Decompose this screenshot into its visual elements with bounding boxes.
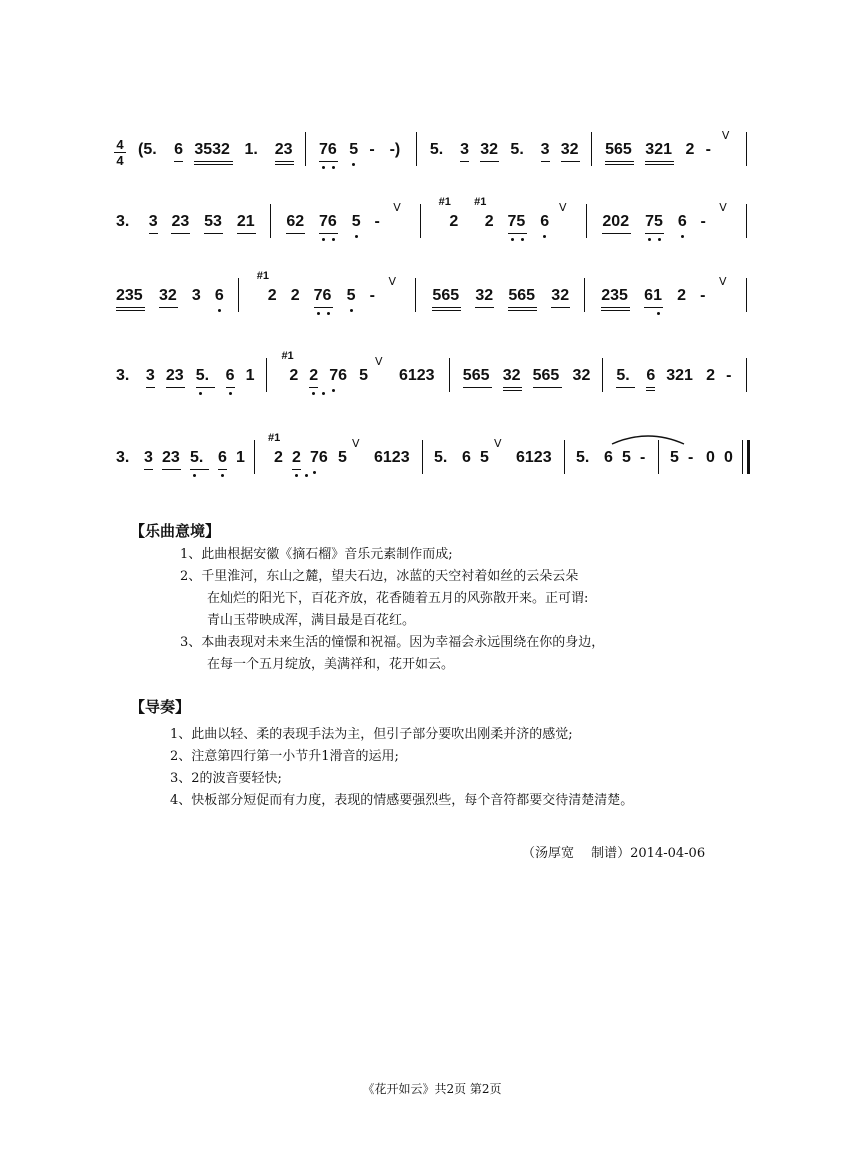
note-group: 3532: [194, 141, 230, 158]
note-group: 2: [706, 367, 716, 384]
note-group: 5: [359, 367, 369, 384]
note-group: 23: [162, 449, 180, 466]
note-group: 32: [480, 141, 499, 158]
note-group: 3: [460, 141, 469, 158]
note-group: 76: [310, 449, 328, 466]
breath-mark: V: [352, 437, 360, 450]
note-group: 6: [604, 449, 613, 466]
note-group: 6123: [516, 449, 552, 466]
note-group: 53: [204, 213, 222, 230]
note-group: (5.: [138, 141, 157, 158]
breath-mark: V: [558, 201, 567, 214]
breath-mark: V: [388, 275, 397, 288]
note-group: -: [640, 449, 646, 466]
grace-note: #1: [474, 196, 487, 208]
note-group: 32: [560, 141, 579, 158]
grace-note: #1: [281, 350, 294, 362]
note-group: 5: [338, 449, 347, 466]
note-group: 5.: [616, 367, 630, 384]
note-group: 565: [605, 141, 632, 158]
intro-line: 4、快板部分短促而有力度，表现的情感要强烈些，每个音符都要交待清楚清楚。: [170, 793, 634, 808]
note-group: 3.: [116, 367, 130, 384]
note-group: -: [705, 141, 711, 158]
note-group: 5: [346, 287, 356, 304]
note-group: 2: [449, 213, 459, 230]
note-group: 2: [267, 287, 277, 304]
note-group: 2: [290, 287, 300, 304]
breath-mark: V: [375, 355, 383, 368]
intro-line: 3、2的波音要轻快;: [170, 771, 282, 786]
note-group: 5.: [429, 141, 444, 158]
note-group: -: [369, 141, 375, 158]
mood-line: 1、此曲根据安徽《摘石榴》音乐元素制作而成;: [180, 547, 453, 562]
breath-mark: V: [719, 201, 727, 214]
intro-line: 2、注意第四行第一小节升1滑音的运用;: [170, 749, 399, 764]
note-group: 565: [508, 287, 536, 304]
note-group: 3: [540, 141, 550, 158]
intro-line: 1、此曲以轻、柔的表现手法为主，但引子部分要吹出刚柔并济的感觉;: [170, 727, 573, 742]
mood-line: 在每一个五月绽放，美满祥和，花开如云。: [207, 657, 455, 672]
note-group: 3: [148, 213, 158, 230]
breath-mark: V: [494, 437, 502, 450]
note-group: 6123: [398, 367, 435, 384]
note-group: 321: [666, 367, 693, 384]
note-group: 62: [286, 213, 305, 230]
note-group: 6: [677, 213, 687, 230]
time-signature-top: 4: [116, 137, 124, 152]
breath-mark: V: [393, 201, 401, 214]
note-group: 565: [532, 367, 560, 384]
note-group: 5.: [576, 449, 590, 466]
grace-note: #1: [256, 270, 270, 282]
note-group: 321: [645, 141, 672, 158]
time-signature-bottom: 4: [116, 153, 124, 168]
note-group: 6: [225, 367, 235, 384]
mood-line: 3、本曲表现对未来生活的憧憬和祝福。因为幸福会永远围绕在你的身边，: [180, 635, 605, 650]
note-group: 5.: [195, 367, 210, 384]
note-group: 76: [319, 213, 337, 230]
composer-credit: （汤厚宽 制谱）2014-04-06: [522, 846, 706, 861]
note-group: -: [369, 287, 375, 304]
note-group: -: [700, 287, 706, 304]
note-group: 6: [462, 449, 471, 466]
grace-note: #1: [438, 196, 451, 208]
mood-line: 2、千里淮河，东山之麓，望夫石边，冰蓝的天空衬着如丝的云朵云朵: [180, 569, 579, 584]
note-group: 5: [349, 141, 359, 158]
note-group: 32: [572, 367, 591, 384]
note-group: 3: [145, 367, 155, 384]
grace-note: #1: [268, 432, 281, 444]
note-group: 32: [475, 287, 494, 304]
note-group: 0: [706, 449, 715, 466]
note-group: 32: [502, 367, 521, 384]
mood-line: 青山玉带映成浑，满目最是百花红。: [207, 613, 416, 628]
note-group: -: [688, 449, 694, 466]
note-group: 1: [245, 367, 255, 384]
note-group: 76: [313, 287, 332, 304]
note-group: 5.: [510, 141, 524, 158]
note-group: -: [700, 213, 706, 230]
note-group: 5: [622, 449, 631, 466]
note-group: 75: [645, 213, 663, 230]
mood-line: 在灿烂的阳光下，百花齐放，花香随着五月的风弥散开来。正可谓:: [207, 591, 589, 606]
note-group: 5: [351, 213, 361, 230]
note-group: 235: [116, 287, 143, 304]
note-group: 32: [158, 287, 177, 304]
note-group: 6: [218, 449, 227, 466]
note-group: 5.: [434, 449, 448, 466]
note-group: 2: [274, 449, 283, 466]
tie-arc-layer: [0, 0, 864, 520]
note-group: 23: [274, 141, 293, 158]
note-group: 23: [171, 213, 190, 230]
note-group: 6123: [374, 449, 410, 466]
note-group: 5: [480, 449, 489, 466]
note-group: 76: [329, 367, 347, 384]
note-group: 202: [602, 213, 630, 230]
note-group: 565: [462, 367, 490, 384]
section-title-mood: 【乐曲意境】: [130, 522, 221, 540]
page-footer: 《花开如云》共2页 第2页: [362, 1082, 502, 1096]
note-group: 61: [644, 287, 662, 304]
note-group: 5: [670, 449, 679, 466]
note-group: 6: [646, 367, 656, 384]
note-group: 76: [319, 141, 337, 158]
note-group: 3.: [116, 449, 130, 466]
note-group: 5.: [190, 449, 204, 466]
note-group: 565: [432, 287, 460, 304]
note-group: 6: [214, 287, 224, 304]
tie-arc: [612, 436, 684, 444]
note-group: 235: [601, 287, 628, 304]
note-group: 2: [685, 141, 695, 158]
jianpu-score: [0, 0, 864, 520]
note-group: 6: [540, 213, 550, 230]
note-group: 2: [677, 287, 687, 304]
note-group: 2: [292, 449, 301, 466]
breath-mark: V: [719, 275, 727, 288]
note-group: 2: [484, 213, 494, 230]
note-group: 21: [236, 213, 255, 230]
note-group: 3: [191, 287, 201, 304]
note-group: -): [389, 141, 401, 158]
note-group: 3.: [116, 213, 130, 230]
note-group: 3: [144, 449, 153, 466]
note-group: 1.: [244, 141, 258, 158]
note-group: -: [374, 213, 380, 230]
note-group: 6: [174, 141, 184, 158]
note-group: 32: [551, 287, 570, 304]
note-group: -: [726, 367, 732, 384]
note-group: 23: [165, 367, 184, 384]
note-group: 2: [309, 367, 319, 384]
note-group: 75: [507, 213, 526, 230]
note-group: 2: [289, 367, 299, 384]
section-title-intro: 【导奏】: [130, 698, 191, 716]
breath-mark: V: [721, 129, 730, 142]
note-group: 1: [236, 449, 245, 466]
note-group: 0: [724, 449, 733, 466]
